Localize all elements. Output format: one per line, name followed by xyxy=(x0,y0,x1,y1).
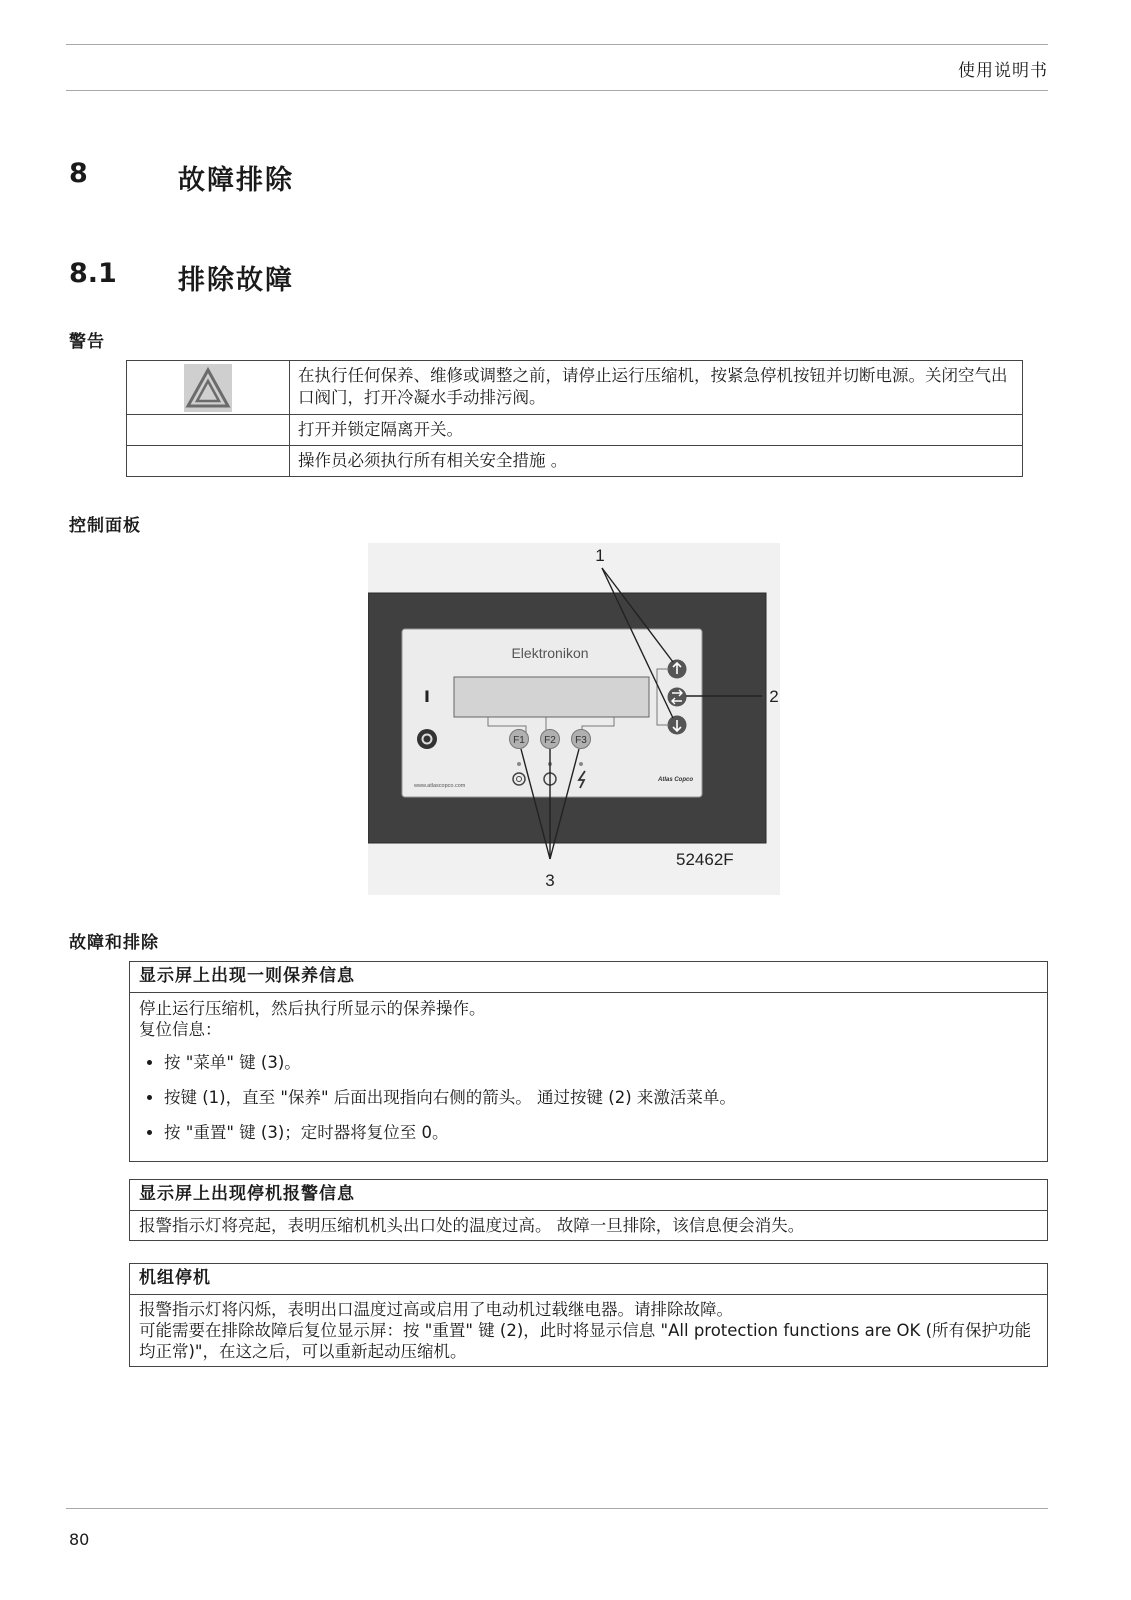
maintenance-line-2: 复位信息： xyxy=(139,1020,222,1039)
panel-display xyxy=(454,677,649,717)
unit-shutdown-line-1: 报警指示灯将闪烁，表明出口温度过高或启用了电动机过载继电器。请排除故障。 xyxy=(139,1300,733,1319)
warning-row xyxy=(127,361,1023,415)
panel-website: www.atlascopco.com xyxy=(414,783,466,789)
shutdown-warning-table xyxy=(129,1179,1048,1241)
function-key-f1 xyxy=(510,730,529,749)
list-item: • 按键 (1)，直至 "保养" 后面出现指向右侧的箭头。 通过按键 (2) 来激活菜单。 xyxy=(164,1087,1038,1108)
warning-icon-cell xyxy=(127,361,290,415)
function-key-f2 xyxy=(541,730,560,749)
unit-shutdown-body xyxy=(130,1295,1048,1367)
warning-empty-cell xyxy=(127,446,290,477)
warning-text-3: 操作员必须执行所有相关安全措施 。 xyxy=(290,446,1023,477)
unit-shutdown-line-2: 可能需要在排除故障后复位显示屏：按 "重置" 键 (2)，此时将显示信息 "All protection functions are OK (所有保护功能均正常)"，在这之后，可以重新起动压缩机。 xyxy=(139,1321,1032,1361)
section-number: 8.1 xyxy=(69,258,117,289)
list-item: • 按 "重置" 键 (3)；定时器将复位至 0。 xyxy=(164,1122,1038,1143)
section-title: 排除故障 xyxy=(178,265,294,296)
maintenance-message-table xyxy=(129,961,1048,1162)
maintenance-line-1: 停止运行压缩机，然后执行所显示的保养操作。 xyxy=(139,999,486,1018)
warning-text-1: 在执行任何保养、维修或调整之前，请停止运行压缩机，按紧急停机按钮并切断电源。关闭空气出口阀门，打开冷凝水手动排污阀。 xyxy=(290,361,1023,415)
troubleshooting-heading: 故障和排除 xyxy=(69,933,159,953)
stop-button-icon xyxy=(417,729,437,749)
panel-brand-label: Elektronikon xyxy=(511,645,589,661)
maintenance-message-body xyxy=(130,993,1048,1162)
page-number: 80 xyxy=(69,1530,90,1549)
key-label-f1: F1 xyxy=(513,735,525,746)
header-rule-top xyxy=(66,44,1048,45)
warning-table xyxy=(126,360,1023,477)
key-label-f2: F2 xyxy=(544,735,556,746)
unit-shutdown-table xyxy=(129,1263,1048,1367)
list-item: • 按 "菜单" 键 (3)。 xyxy=(164,1052,1038,1073)
chapter-title: 故障排除 xyxy=(178,165,294,196)
atlas-copco-logo: Atlas Copco xyxy=(658,777,694,783)
shutdown-warning-text: 报警指示灯将亮起，表明压缩机机头出口处的温度过高。 故障一旦排除，该信息便会消失。 xyxy=(130,1211,1048,1241)
document-title: 使用说明书 xyxy=(958,61,1048,81)
control-panel-figure xyxy=(368,543,780,895)
control-panel-heading: 控制面板 xyxy=(69,516,141,536)
function-key-f3 xyxy=(572,730,591,749)
warning-row xyxy=(127,446,1023,477)
chapter-number: 8 xyxy=(69,158,88,189)
warning-empty-cell xyxy=(127,415,290,446)
tab-key xyxy=(668,688,687,707)
warning-heading: 警告 xyxy=(69,332,105,352)
callout-label-1: 1 xyxy=(595,546,605,565)
start-button-icon: I xyxy=(424,687,430,706)
footer-rule xyxy=(66,1508,1048,1509)
unit-shutdown-title: 机组停机 xyxy=(130,1264,1048,1295)
warning-row xyxy=(127,415,1023,446)
callout-label-3: 3 xyxy=(545,871,555,890)
figure-id: 52462F xyxy=(676,850,734,869)
maintenance-message-title: 显示屏上出现一则保养信息 xyxy=(130,962,1048,993)
maintenance-steps xyxy=(139,1052,1038,1143)
warning-triangle-icon xyxy=(184,364,232,412)
warning-text-2: 打开并锁定隔离开关。 xyxy=(290,415,1023,446)
key-label-f3: F3 xyxy=(575,735,587,746)
shutdown-warning-title: 显示屏上出现停机报警信息 xyxy=(130,1180,1048,1211)
header-rule-bottom xyxy=(66,90,1048,91)
callout-label-2: 2 xyxy=(769,687,779,706)
